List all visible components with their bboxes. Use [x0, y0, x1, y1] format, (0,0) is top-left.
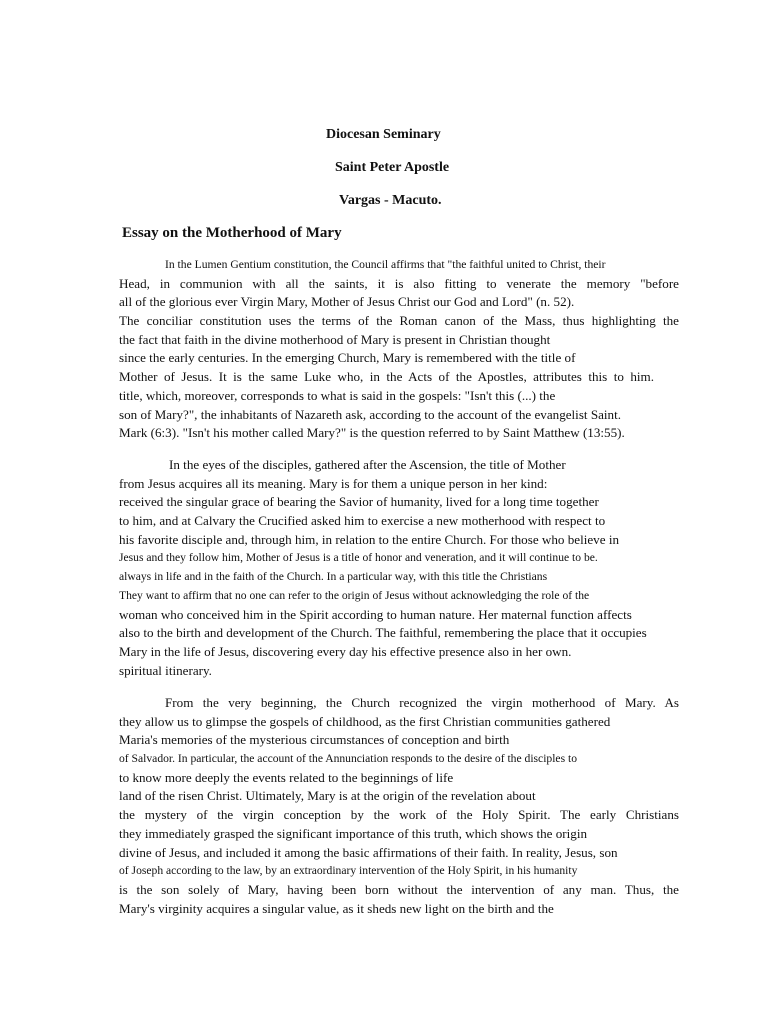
- paragraph-line: always in life and in the faith of the Church. In a particular way, with this title the Christians: [119, 570, 548, 584]
- paragraph-line: from Jesus acquires all its meaning. Mary is for them a unique person in her kind:: [119, 475, 548, 491]
- paragraph-line: to know more deeply the events related to the beginnings of life: [119, 769, 454, 785]
- paragraph-line: Jesus and they follow him, Mother of Jesus is a title of honor and veneration, and it will continue to be.: [119, 551, 598, 565]
- paragraph-line: woman who conceived him in the Spirit according to human nature. Her maternal function affects: [119, 606, 632, 622]
- paragraph-line: spiritual itinerary.: [119, 662, 212, 678]
- paragraph-line: In the Lumen Gentium constitution, the Council affirms that "the faithful united to Christ, their: [165, 258, 606, 271]
- paragraph-line: Mary in the life of Jesus, discovering every day his effective presence also in her own.: [119, 643, 572, 659]
- seminary-location: Vargas - Macuto.: [339, 193, 442, 208]
- paragraph-line: title, which, moreover, corresponds to what is said in the gospels: "Isn't this (...) the: [119, 387, 556, 403]
- paragraph-2: [119, 456, 679, 680]
- paragraph-line: In the eyes of the disciples, gathered after the Ascension, the title of Mother: [169, 457, 566, 472]
- paragraph-line: Mary's virginity acquires a singular value, as it sheds new light on the birth and the: [119, 900, 554, 916]
- paragraph-line: since the early centuries. In the emerging Church, Mary is remembered with the title of: [119, 350, 576, 366]
- paragraph-line: all of the glorious ever Virgin Mary, Mother of Jesus Christ our God and Lord" (n. 52).: [119, 294, 575, 310]
- paragraph-line: Head, in communion with all the saints, it is also fitting to venerate the memory "before: [119, 275, 679, 291]
- paragraph-line: of Joseph according to the law, by an extraordinary intervention of the Holy Spirit, in his humanity: [119, 864, 578, 878]
- paragraph-line: The conciliar constitution uses the terms of the Roman canon of the Mass, thus highlighting the: [119, 313, 679, 329]
- paragraph-line: also to the birth and development of the Church. The faithful, remembering the place that it occupies: [119, 625, 647, 641]
- essay-title: Essay on the Motherhood of Mary: [122, 225, 342, 241]
- paragraph-line: they allow us to glimpse the gospels of childhood, as the first Christian communities gathered: [119, 713, 611, 729]
- paragraph-line: they immediately grasped the significant importance of this truth, which shows the origin: [119, 825, 587, 841]
- paragraph-line: They want to affirm that no one can refer to the origin of Jesus without acknowledging the role of the: [119, 588, 590, 602]
- paragraph-line: to him, and at Calvary the Crucified asked him to exercise a new motherhood with respect to: [119, 513, 606, 529]
- paragraph-line: is the son solely of Mary, having been born without the intervention of any man. Thus, the: [119, 881, 679, 897]
- paragraph-line: Maria's memories of the mysterious circumstances of conception and birth: [119, 732, 510, 748]
- paragraph-line: From the very beginning, the Church recognized the virgin motherhood of Mary. As: [165, 695, 679, 710]
- paragraph-line: Mother of Jesus. It is the same Luke who, in the Acts of the Apostles, attributes this to him.: [119, 369, 654, 385]
- seminary-name: Diocesan Seminary: [326, 127, 441, 142]
- seminary-subtitle: Saint Peter Apostle: [335, 160, 450, 175]
- paragraph-line: land of the risen Christ. Ultimately, Mary is at the origin of the revelation about: [119, 788, 536, 804]
- paragraph-line: son of Mary?", the inhabitants of Nazareth ask, according to the account of the evangelist Saint.: [119, 406, 622, 422]
- paragraph-line: Mark (6:3). "Isn't his mother called Mary?" is the question referred to by Saint Matthew (13:55).: [119, 425, 625, 441]
- paragraph-line: the mystery of the virgin conception by the work of the Holy Spirit. The early Christians: [119, 807, 679, 823]
- paragraph-line: received the singular grace of bearing the Savior of humanity, lived for a long time together: [119, 494, 599, 510]
- paragraph-line: of Salvador. In particular, the account of the Annunciation responds to the desire of the disciples to: [119, 752, 578, 766]
- paragraph-line: divine of Jesus, and included it among the basic affirmations of their faith. In reality, Jesus, son: [119, 844, 618, 860]
- paragraph-1: [119, 256, 679, 443]
- paragraph-line: the fact that faith in the divine motherhood of Mary is present in Christian thought: [119, 331, 551, 347]
- paragraph-3: [119, 694, 679, 918]
- paragraph-line: his favorite disciple and, through him, in relation to the entire Church. For those who believe in: [119, 531, 619, 547]
